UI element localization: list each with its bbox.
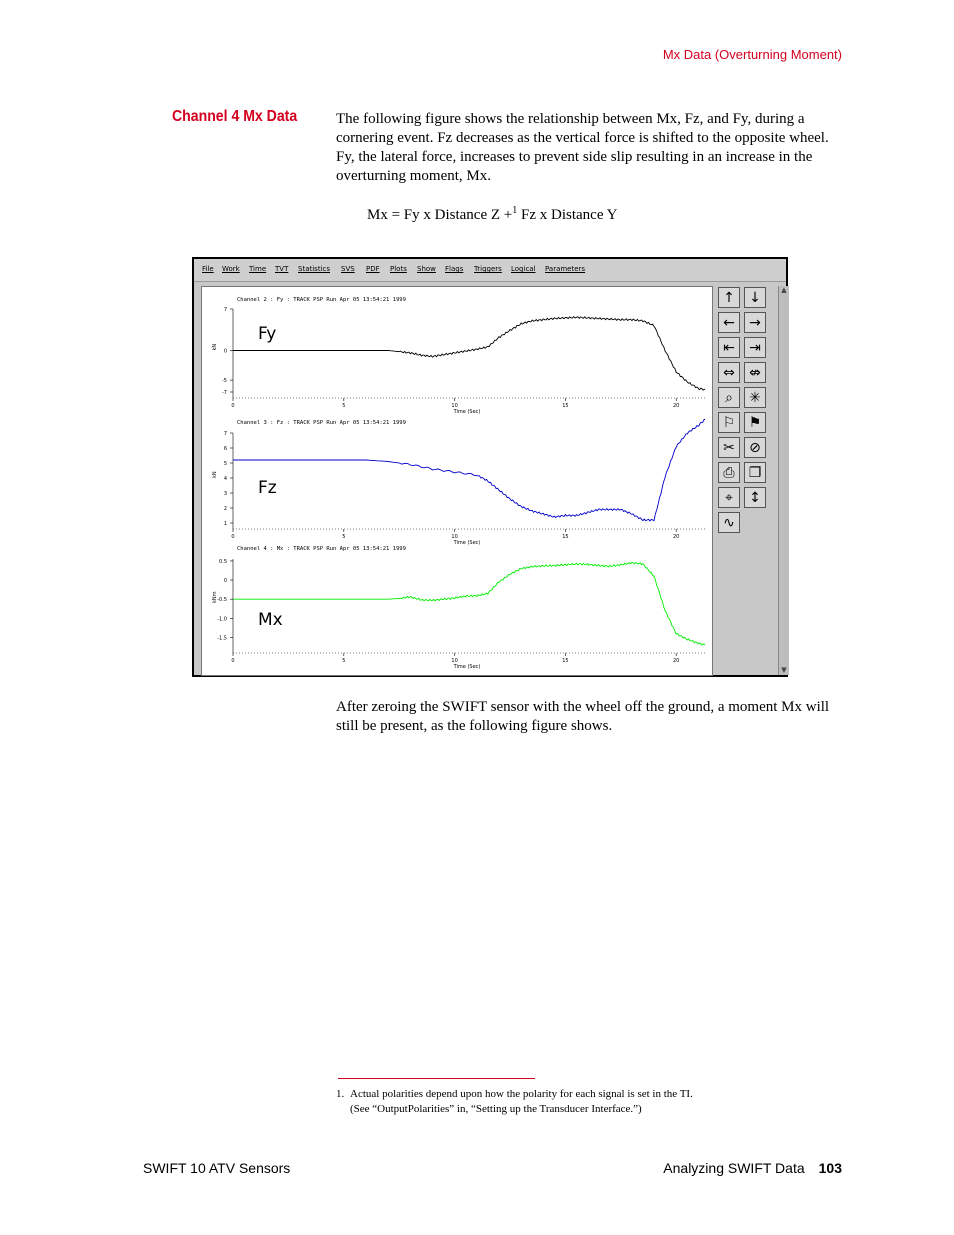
y-tick-label: 6 xyxy=(223,446,227,452)
menu-svs[interactable]: SVS xyxy=(341,265,355,273)
y-axis-label: kN xyxy=(212,343,218,351)
y-tick-label: 0.5 xyxy=(219,558,227,565)
y-tick-label: 2 xyxy=(223,506,227,512)
x-tick-label: 5 xyxy=(342,534,346,540)
crosshair-icon[interactable]: ⌖ xyxy=(718,487,740,508)
footnote-rule xyxy=(338,1078,535,1079)
series-label-fz: Fz xyxy=(258,478,277,498)
y-tick-label: 5 xyxy=(223,461,227,467)
menu-tvt[interactable]: TVT xyxy=(275,265,289,273)
y-tick-label: -7 xyxy=(222,390,227,396)
print-icon[interactable]: ⎙ xyxy=(718,462,740,483)
menu-pdf[interactable]: PDF xyxy=(366,265,380,273)
menu-work[interactable]: Work xyxy=(222,265,240,273)
section-heading: Channel 4 Mx Data xyxy=(172,108,298,125)
y-tick-label: 3 xyxy=(223,491,227,497)
menu-triggers[interactable]: Triggers xyxy=(474,265,502,273)
flag-right-icon[interactable]: ⚑ xyxy=(744,412,766,433)
y-tick-label: 1 xyxy=(223,521,227,527)
menu-time[interactable]: Time xyxy=(249,265,267,273)
series-mx xyxy=(233,562,705,645)
footnote-number: 1. xyxy=(336,1088,345,1100)
flag-left-icon[interactable]: ⚐ xyxy=(718,412,740,433)
y-axis-label: kNm xyxy=(212,591,218,603)
menu-flags[interactable]: Flags xyxy=(445,265,464,273)
plot-title: Channel 4 : Mx : TRACK PSP Run Apr 05 13:54:21 1999 xyxy=(237,546,406,552)
closing-paragraph: After zeroing the SWIFT sensor with the wheel off the ground, a moment Mx will still be present, as the following figure shows. xyxy=(336,699,830,734)
x-tick-label: 0 xyxy=(231,403,235,409)
x-tick-label: 0 xyxy=(231,534,235,540)
x-axis-label: Time (Sec) xyxy=(453,409,481,415)
equation xyxy=(367,205,618,224)
page-number: 103 xyxy=(818,1160,842,1176)
footnote-line-1: Actual polarities depend upon how the polarity for each signal is set in the TI. xyxy=(350,1088,693,1100)
y-tick-label: 0 xyxy=(223,578,227,585)
y-tick-label: -1.5 xyxy=(217,635,227,642)
y-tick-label: 0 xyxy=(223,348,227,355)
x-tick-label: 20 xyxy=(673,403,680,409)
menu-file[interactable]: File xyxy=(202,265,214,273)
footer-left: SWIFT 10 ATV Sensors xyxy=(143,1160,291,1176)
burst-icon[interactable]: ✳ xyxy=(744,387,766,408)
menu-bar xyxy=(194,259,786,282)
intro-paragraph: The following figure shows the relationship between Mx, Fz, and Fy, during a cornering event. Fz decreases as the vertical force is shifted to the opposite wheel. Fy, the lateral force, increases to prevent side slip resulting in an increase in the overturning moment, Mx. xyxy=(336,111,829,184)
footnote xyxy=(336,1087,790,1117)
equation-right: Fz x Distance Y xyxy=(517,207,618,223)
plot-canvas xyxy=(202,287,712,675)
left-arrow-icon[interactable]: ← xyxy=(718,312,740,333)
plot-title: Channel 3 : Fz : TRACK PSP Run Apr 05 13:54:21 1999 xyxy=(237,420,406,426)
contract-horizontal-icon[interactable]: ⇎ xyxy=(744,362,766,383)
series-fy xyxy=(233,317,705,391)
y-axis-label: kN xyxy=(212,471,218,478)
cancel-icon[interactable]: ⊘ xyxy=(744,437,766,458)
y-tick-label: 4 xyxy=(223,476,227,482)
scroll-down-icon[interactable]: ▼ xyxy=(781,666,787,674)
x-tick-label: 10 xyxy=(451,658,458,664)
x-tick-label: 10 xyxy=(451,403,458,409)
x-axis-label: Time (Sec) xyxy=(453,664,481,670)
down-arrow-icon[interactable]: ↓ xyxy=(744,287,766,308)
menu-parameters[interactable]: Parameters xyxy=(545,265,586,273)
scroll-up-icon[interactable]: ▲ xyxy=(781,286,787,294)
left-end-icon[interactable]: ⇤ xyxy=(718,337,740,358)
y-tick-label: 7 xyxy=(223,307,227,313)
x-tick-label: 0 xyxy=(231,658,235,664)
equation-left: Mx = Fy x Distance Z + xyxy=(367,207,513,223)
menu-logical[interactable]: Logical xyxy=(511,265,536,273)
series-fz xyxy=(233,419,705,521)
x-axis-label: Time (Sec) xyxy=(453,540,481,546)
y-tick-label: -5 xyxy=(222,378,227,385)
footnote-line-2: (See “OutputPolarities” in, “Setting up the Transducer Interface.”) xyxy=(350,1103,642,1115)
vertical-resize-icon[interactable]: ↕ xyxy=(744,487,766,508)
right-arrow-icon[interactable]: → xyxy=(744,312,766,333)
expand-horizontal-icon[interactable]: ⇔ xyxy=(718,362,740,383)
x-tick-label: 15 xyxy=(562,534,569,540)
up-arrow-icon[interactable]: ↑ xyxy=(718,287,740,308)
plot-title: Channel 2 : Fy : TRACK PSP Run Apr 05 13:54:21 1999 xyxy=(237,297,406,303)
footer-right xyxy=(663,1160,842,1176)
series-label-fy: Fy xyxy=(258,324,277,344)
app-window xyxy=(192,257,788,677)
menu-plots[interactable]: Plots xyxy=(390,265,407,273)
cut-icon[interactable]: ✂ xyxy=(718,437,740,458)
y-tick-label: 7 xyxy=(223,431,227,437)
series-label-mx: Mx xyxy=(258,610,283,630)
x-tick-label: 5 xyxy=(342,658,346,664)
x-tick-label: 5 xyxy=(342,403,346,409)
y-tick-label: -1.0 xyxy=(217,616,227,623)
waveform-icon[interactable]: ∿ xyxy=(718,512,740,533)
plot-area xyxy=(201,286,713,676)
x-tick-label: 15 xyxy=(562,658,569,664)
x-tick-label: 10 xyxy=(451,534,458,540)
x-tick-label: 20 xyxy=(673,534,680,540)
running-header: Mx Data (Overturning Moment) xyxy=(662,47,842,62)
scrollbar[interactable] xyxy=(778,286,789,675)
copy-icon[interactable]: ❐ xyxy=(744,462,766,483)
menu-statistics[interactable]: Statistics xyxy=(298,265,330,273)
x-tick-label: 15 xyxy=(562,403,569,409)
zoom-icon[interactable]: ⌕ xyxy=(718,387,740,408)
menu-show[interactable]: Show xyxy=(417,265,436,273)
footnote-ref: 1 xyxy=(512,205,518,216)
x-tick-label: 20 xyxy=(673,658,680,664)
right-end-icon[interactable]: ⇥ xyxy=(744,337,766,358)
footer-section: Analyzing SWIFT Data xyxy=(663,1160,805,1176)
y-tick-label: -0.5 xyxy=(217,597,227,604)
